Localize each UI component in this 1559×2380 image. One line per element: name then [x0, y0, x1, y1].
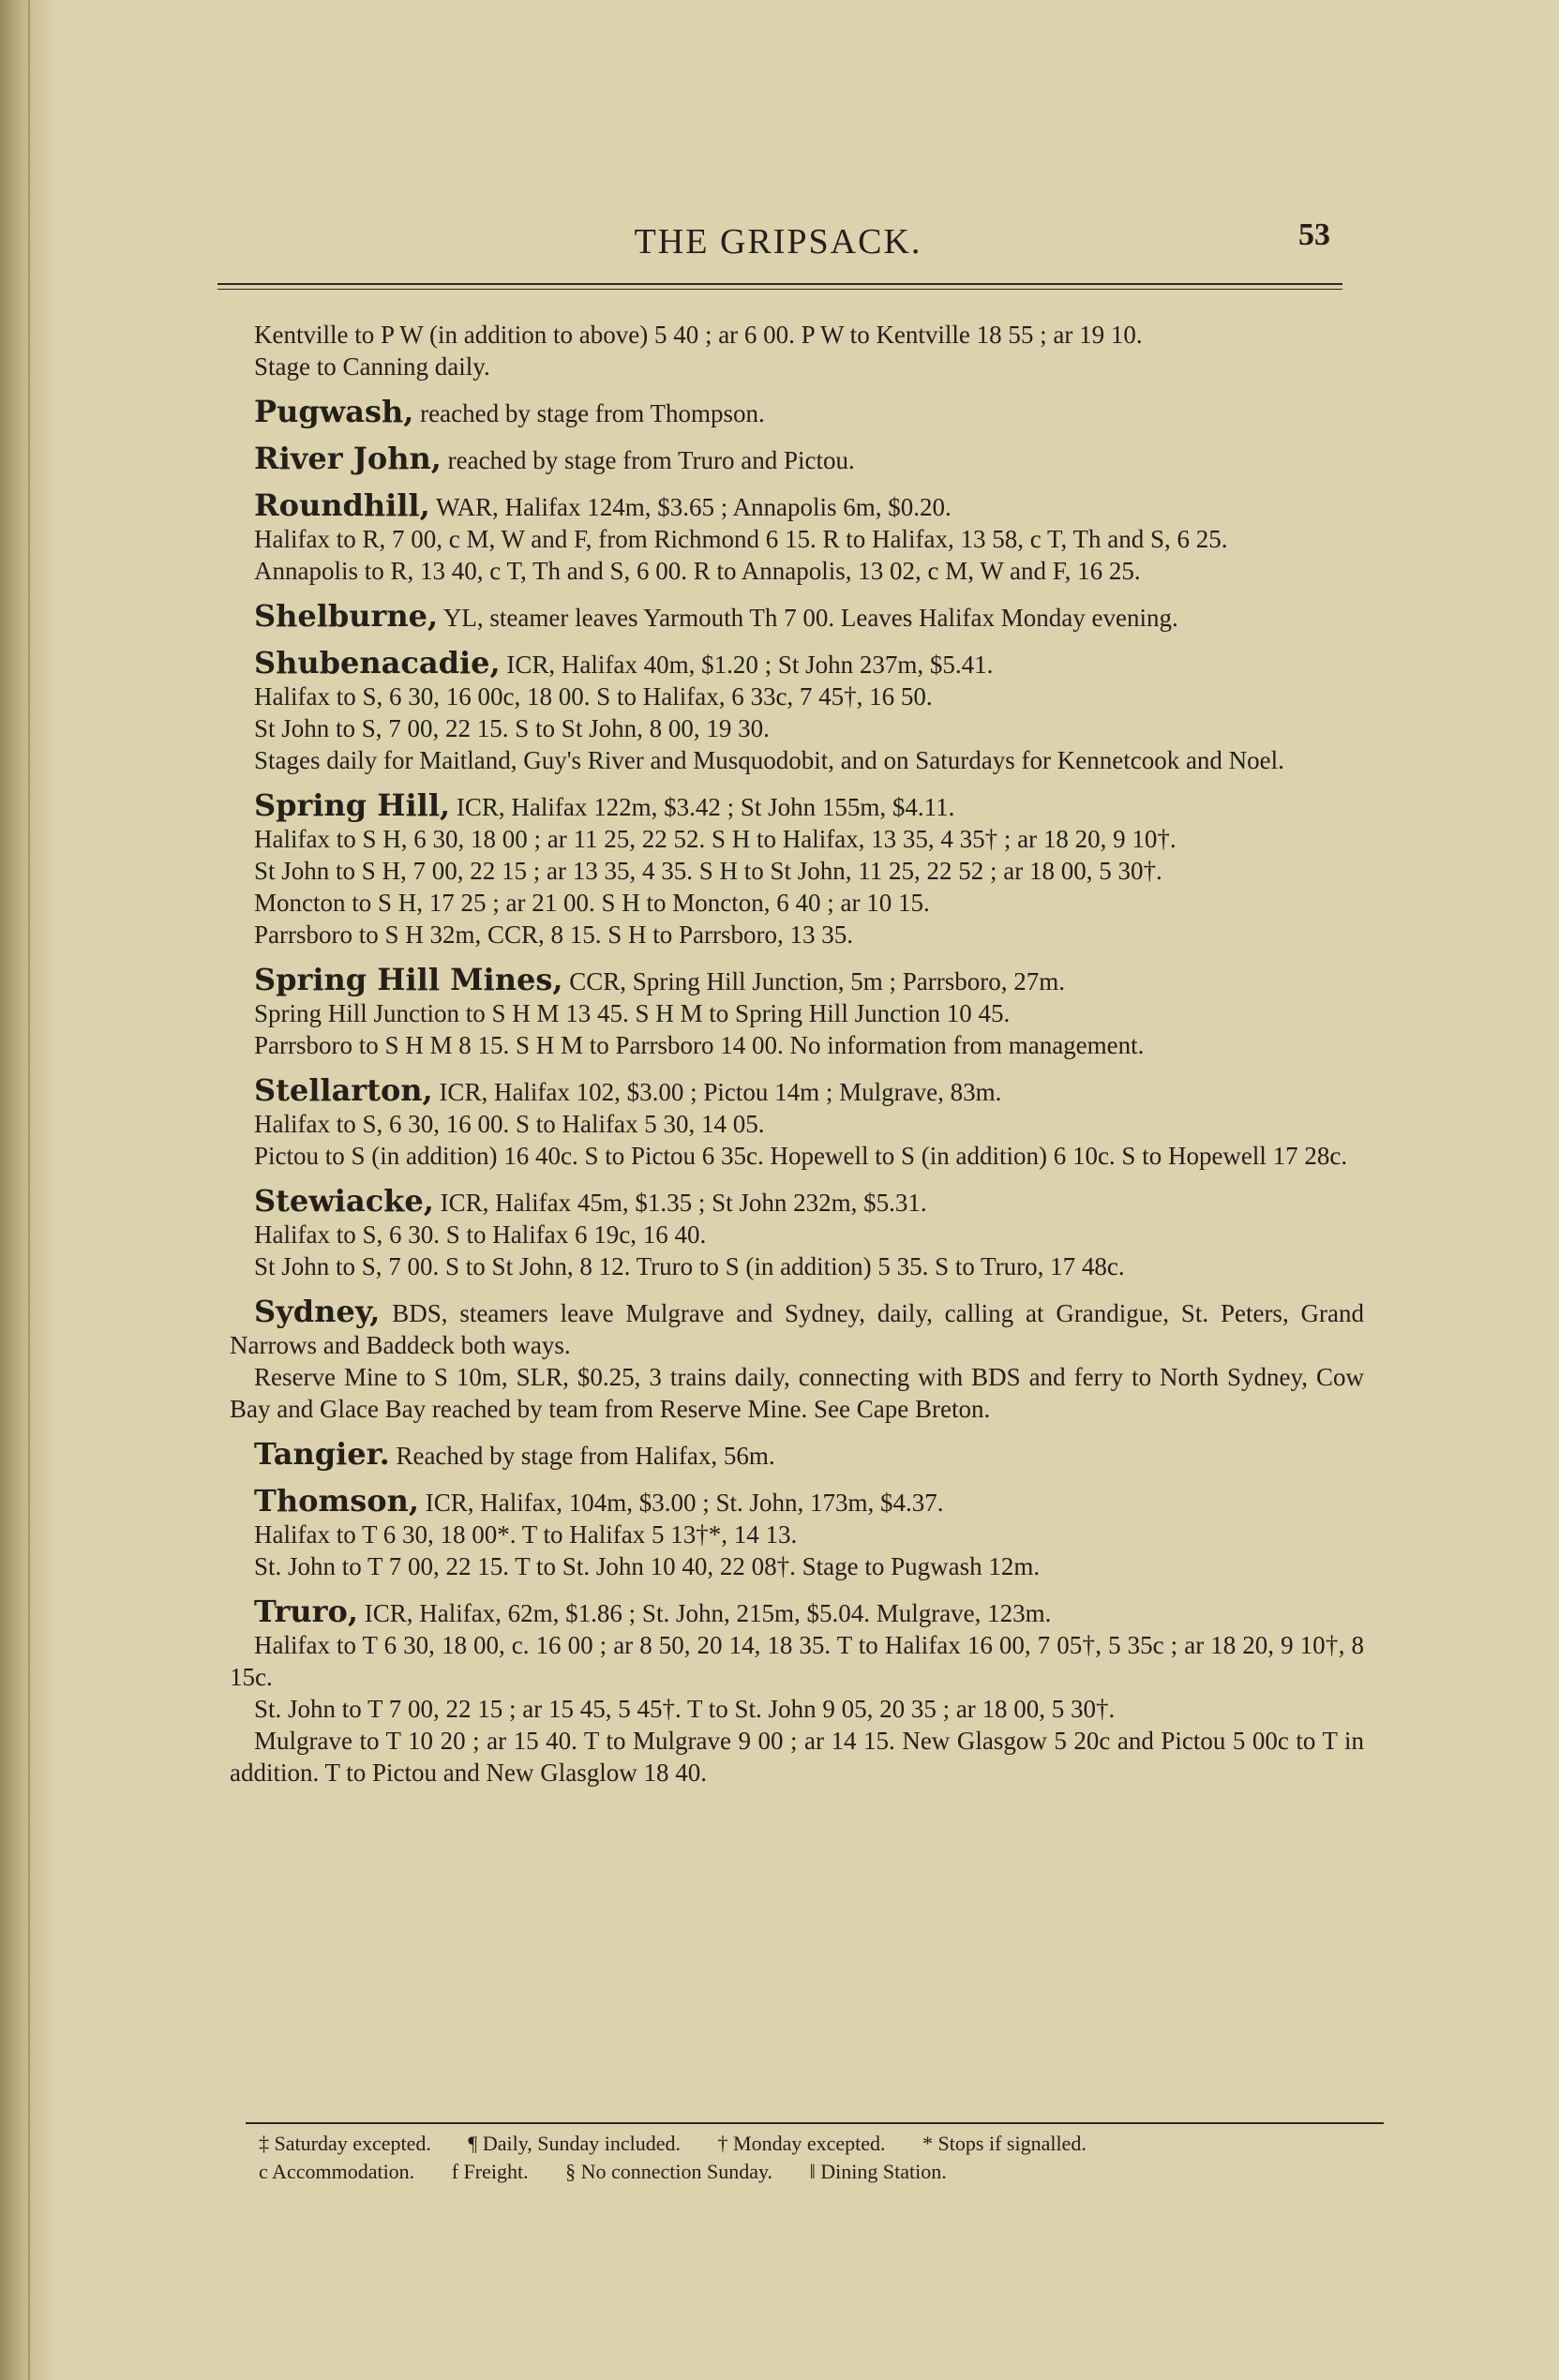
entry-line: ICR, Halifax 40m, $1.20 ; St John 237m, $5.41.: [506, 651, 994, 679]
header-rule: [217, 283, 1342, 290]
place-name: Shubenacadie,: [254, 645, 501, 681]
entry-line: St John to S, 7 00. S to St John, 8 12. Truro to S (in addition) 5 35. S to Truro, 17 48c.: [254, 1252, 1125, 1280]
legend-item: * Stops if signalled.: [922, 2132, 1087, 2155]
entry-line: Parrsboro to S H M 8 15. S H M to Parrsboro 14 00. No information from management.: [254, 1031, 1145, 1059]
place-name: Thomson,: [254, 1483, 420, 1519]
entry-tangier: [230, 1438, 1364, 1472]
entry-line: ICR, Halifax, 62m, $1.86 ; St. John, 215m, $5.04. Mulgrave, 123m.: [364, 1599, 1052, 1627]
entry-line: Reserve Mine to S 10m, SLR, $0.25, 3 trains daily, connecting with BDS and ferry to North Sydney, Cow Bay and Glace Bay reached by team from Reserve Mine. See Cape Breton.: [230, 1363, 1364, 1423]
entry-line: ICR, Halifax 102, $3.00 ; Pictou 14m ; Mulgrave, 83m.: [439, 1078, 1002, 1106]
entry-line: Spring Hill Junction to S H M 13 45. S H M to Spring Hill Junction 10 45.: [254, 999, 1011, 1027]
running-header-title: THE GRIPSACK.: [634, 222, 922, 262]
entry-line: ICR, Halifax 122m, $3.42 ; St John 155m, $4.11.: [456, 793, 955, 821]
entry-line: BDS, steamers leave Mulgrave and Sydney, daily, calling at Grandigue, St. Peters, Grand Narrows and Baddeck both ways.: [230, 1299, 1365, 1359]
entry-line: Reached by stage from Halifax, 56m.: [396, 1442, 775, 1470]
entry-pugwash: [230, 396, 1364, 429]
entry-sydney: [230, 1295, 1364, 1425]
entry-spring-hill-mines: [230, 964, 1364, 1061]
entry-stellarton: [230, 1074, 1364, 1172]
entry-line: CCR, Spring Hill Junction, 5m ; Parrsboro, 27m.: [569, 967, 1066, 995]
place-name: Sydney,: [254, 1294, 381, 1329]
place-name: Spring Hill,: [254, 787, 451, 823]
entry-line: Pictou to S (in addition) 16 40c. S to Pictou 6 35c. Hopewell to S (in addition) 6 10c. S to Hopewell 17 28c.: [254, 1142, 1348, 1170]
place-name: Shelburne,: [254, 598, 439, 634]
entry-line: Halifax to S H, 6 30, 18 00 ; ar 11 25, 22 52. S H to Halifax, 13 35, 4 35† ; ar 18 20, 9 10†.: [254, 825, 1177, 853]
entry-line: Stage to Canning daily.: [254, 352, 490, 381]
entry-line: Moncton to S H, 17 25 ; ar 21 00. S H to Moncton, 6 40 ; ar 10 15.: [254, 889, 930, 917]
place-name: Roundhill,: [254, 487, 430, 523]
legend-item: ‡ Saturday excepted.: [259, 2132, 431, 2155]
entry-river-john: [230, 442, 1364, 476]
legend-row: [251, 2130, 1386, 2158]
legend-item: c Accommodation.: [259, 2160, 415, 2183]
entry-spring-hill: [230, 789, 1364, 951]
place-name: Spring Hill Mines,: [254, 962, 563, 997]
entry-line: Halifax to S, 6 30, 16 00. S to Halifax 5 30, 14 05.: [254, 1110, 765, 1138]
entry-line: ICR, Halifax 45m, $1.35 ; St John 232m, $5.31.: [440, 1189, 927, 1217]
legend-item: ¶ Daily, Sunday included.: [468, 2132, 682, 2155]
page-binding-edge: [0, 0, 54, 2380]
page-number: 53: [1298, 217, 1330, 252]
symbol-legend: [251, 2130, 1386, 2186]
entry-line: St. John to T 7 00, 22 15. T to St. John 10 40, 22 08†. Stage to Pugwash 12m.: [254, 1552, 1041, 1580]
entry-roundhill: [230, 489, 1364, 587]
place-name: Truro,: [254, 1594, 358, 1629]
place-name: Stewiacke,: [254, 1183, 434, 1219]
entry-line: Mulgrave to T 10 20 ; ar 15 40. T to Mulgrave 9 00 ; ar 14 15. New Glasgow 5 20c and Pictou 5 00c to T in addition. T to Pictou and New Glasglow 18 40.: [230, 1727, 1364, 1787]
entry-line: ICR, Halifax, 104m, $3.00 ; St. John, 173m, $4.37.: [425, 1489, 944, 1517]
entry-line: Halifax to R, 7 00, c M, W and F, from Richmond 6 15. R to Halifax, 13 58, c T, Th and S, 6 25.: [254, 525, 1228, 553]
legend-row: [251, 2158, 1386, 2186]
legend-item: ‖ Dining Station.: [809, 2160, 947, 2183]
entry-line: Kentville to P W (in addition to above) 5 40 ; ar 6 00. P W to Kentville 18 55 ; ar 19 10.: [254, 321, 1143, 349]
entry-line: Halifax to S, 6 30. S to Halifax 6 19c, 16 40.: [254, 1220, 707, 1249]
entry-stewiacke: [230, 1185, 1364, 1282]
entry-line: Annapolis to R, 13 40, c T, Th and S, 6 00. R to Annapolis, 13 02, c M, W and F, 16 25.: [254, 557, 1141, 585]
entry-shubenacadie: [230, 647, 1364, 776]
entry-line: Halifax to S, 6 30, 16 00c, 18 00. S to Halifax, 6 33c, 7 45†, 16 50.: [254, 682, 933, 711]
timetable-entries: [230, 319, 1364, 1802]
entry-line: reached by stage from Thompson.: [420, 399, 765, 427]
place-name: River John,: [254, 441, 442, 476]
entry-line: Halifax to T 6 30, 18 00*. T to Halifax 5 13†*, 14 13.: [254, 1520, 798, 1549]
entry-line: St John to S H, 7 00, 22 15 ; ar 13 35, 4 35. S H to St John, 11 25, 22 52 ; ar 18 00, 5 30†.: [254, 857, 1162, 885]
legend-item: f Freight.: [451, 2160, 529, 2183]
place-name: Stellarton,: [254, 1072, 433, 1108]
entry-line: Stages daily for Maitland, Guy's River and Musquodobit, and on Saturdays for Kennetcook and Noel.: [254, 746, 1284, 774]
entry-line: Halifax to T 6 30, 18 00, c. 16 00 ; ar 8 50, 20 14, 18 35. T to Halifax 16 00, 7 05†, 5 35c ; ar 18 20, 9 10†, 8 15c.: [230, 1631, 1364, 1691]
entry-line: WAR, Halifax 124m, $3.65 ; Annapolis 6m, $0.20.: [435, 493, 952, 521]
entry-kentville-continuation: [230, 319, 1364, 382]
entry-line: reached by stage from Truro and Pictou.: [447, 446, 855, 474]
entry-shelburne: [230, 600, 1364, 634]
place-name: Pugwash,: [254, 394, 414, 429]
entry-line: St. John to T 7 00, 22 15 ; ar 15 45, 5 45†. T to St. John 9 05, 20 35 ; ar 18 00, 5 30†.: [254, 1695, 1116, 1723]
entry-truro: [230, 1595, 1364, 1789]
legend-item: † Monday excepted.: [717, 2132, 886, 2155]
entry-thomson: [230, 1485, 1364, 1582]
page-binding-line: [28, 0, 30, 2380]
entry-line: Parrsboro to S H 32m, CCR, 8 15. S H to Parrsboro, 13 35.: [254, 921, 854, 949]
footer-rule: [246, 2122, 1384, 2124]
legend-item: § No connection Sunday.: [565, 2160, 773, 2183]
entry-line: YL, steamer leaves Yarmouth Th 7 00. Leaves Halifax Monday evening.: [442, 604, 1178, 632]
place-name: Tangier.: [254, 1436, 390, 1472]
entry-line: St John to S, 7 00, 22 15. S to St John, 8 00, 19 30.: [254, 714, 770, 742]
